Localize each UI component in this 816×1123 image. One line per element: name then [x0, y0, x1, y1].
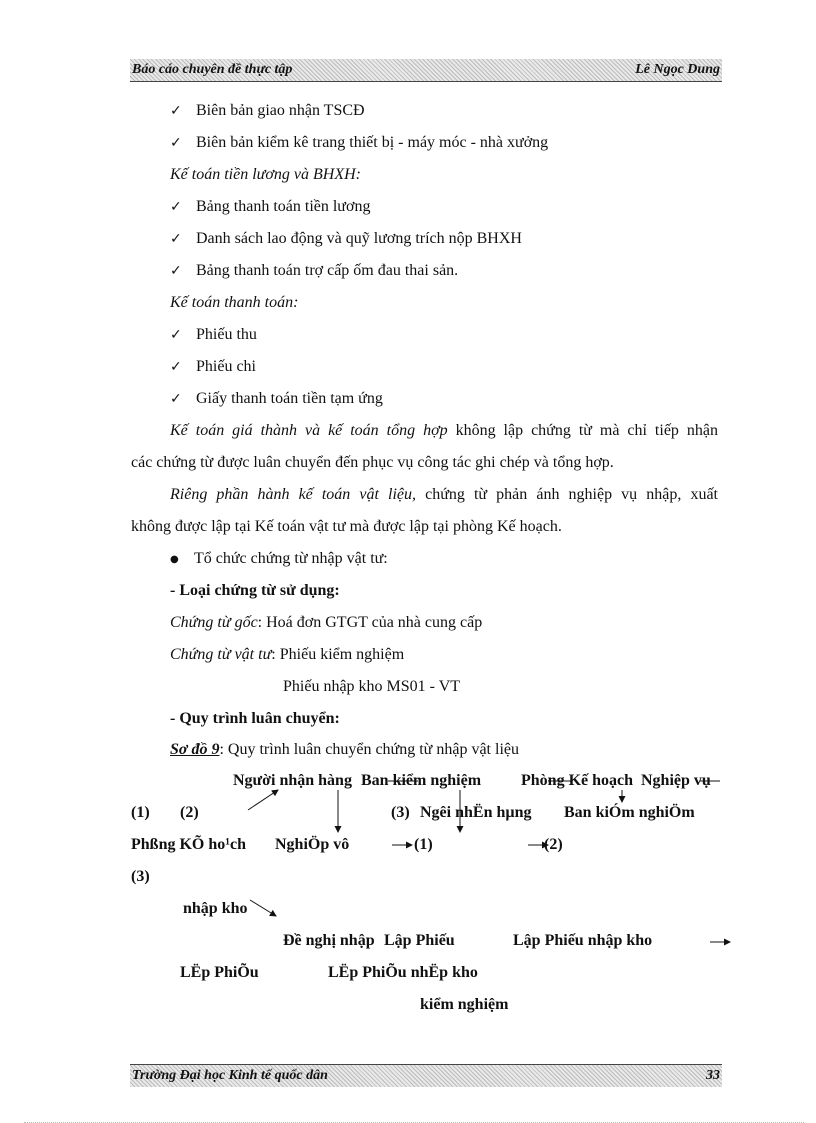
paragraph-line: không được lập tại Kế toán vật tư mà được lập tại phòng Kế hoạch.	[131, 518, 562, 535]
diagram-label: (1)	[131, 804, 150, 821]
footer-university: Trường Đại học Kinh tế quốc dân	[132, 1068, 328, 1083]
paragraph-line: các chứng từ được luân chuyển đến phục vụ công tác ghi chép và tổng hợp.	[131, 454, 614, 471]
page-footer	[130, 1064, 722, 1087]
document-type-label: Chứng từ gốc	[170, 614, 258, 631]
diagram-label: nhập kho	[183, 900, 248, 917]
diagram-label: Nghiệp vụ	[641, 772, 711, 789]
diagram-label: Ban kiểm nghiệm	[361, 772, 482, 789]
subheading: - Quy trình luân chuyển:	[170, 710, 340, 727]
document-type-value: : Hoá đơn GTGT của nhà cung cấp	[257, 614, 483, 631]
diagram-label: NghiÖp vô	[275, 836, 350, 853]
document-type-value: : Phiếu kiểm nghiệm	[271, 646, 405, 663]
diagram-label: Lập Phiếu nhập kho	[513, 932, 653, 949]
list-item: ✓ Danh sách lao động và quỹ lương trích nộp BHXH	[196, 229, 522, 249]
list-item: ✓ Phiếu thu	[196, 325, 257, 345]
section-label: Kế toán thanh toán:	[170, 294, 299, 311]
list-item: ✓ Biên bản kiểm kê trang thiết bị - máy móc - nhà xưởng	[196, 133, 548, 153]
page-number: 33	[706, 1068, 720, 1083]
paragraph-text: chứng từ phản ánh nghiệp vụ nhập, xuất	[416, 486, 718, 503]
document-type-value: Phiếu nhập kho MS01 - VT	[283, 678, 461, 695]
diagram-label: (2)	[180, 804, 199, 821]
diagram-label: LËp PhiÕu	[180, 964, 259, 981]
diagram-label: Người nhận hàng	[233, 772, 352, 789]
diagram-label: Lập Phiếu	[384, 932, 455, 949]
diagram-label: Đề nghị nhập	[283, 932, 375, 949]
arrow	[248, 790, 278, 810]
section-label: Kế toán tiền lương và BHXH:	[170, 166, 362, 183]
diagram-label: Ngêi nhËn hµng	[420, 804, 532, 821]
list-item: ✓ Giấy thanh toán tiền tạm ứng	[196, 389, 383, 409]
diagram-label: (2)	[544, 836, 563, 853]
paragraph-emphasis: Kế toán giá thành và kế toán tổng hợp	[170, 422, 448, 439]
bullet-item: ● Tổ chức chứng từ nhập vật tư:	[194, 549, 388, 569]
list-item: ✓ Bảng thanh toán tiền lương	[196, 197, 370, 217]
paragraph-emphasis: Riêng phần hành kế toán vật liệu,	[170, 486, 417, 503]
diagram-label: (3)	[131, 868, 150, 885]
arrow	[250, 900, 276, 916]
diagram-label: Phßng KÕ ho¹ch	[131, 836, 247, 853]
diagram-caption-label: Sơ đồ 9	[170, 741, 220, 758]
diagram-label: Ban kiÓm nghiÖm	[564, 804, 695, 821]
diagram-label: LËp PhiÕu nhËp kho	[328, 964, 478, 981]
diagram-label: (3)	[391, 804, 410, 821]
list-item: ✓ Bảng thanh toán trợ cấp ốm đau thai sản.	[196, 261, 458, 281]
diagram-caption-text: : Quy trình luân chuyển chứng từ nhập vật liệu	[219, 741, 519, 758]
subheading: - Loại chứng từ sử dụng:	[170, 582, 340, 599]
header-title: Báo cáo chuyên đề thực tập	[132, 62, 293, 77]
diagram-label: (1)	[414, 836, 433, 853]
diagram-label: Phòng Kế hoạch	[521, 772, 634, 789]
list-item: ✓ Phiếu chi	[196, 357, 256, 377]
list-item: ✓ Biên bản giao nhận TSCĐ	[196, 101, 365, 121]
header-author: Lê Ngọc Dung	[635, 62, 720, 77]
paragraph-text: không lập chứng từ mà chỉ tiếp nhận	[447, 422, 718, 439]
diagram-label: kiểm nghiệm	[420, 996, 509, 1013]
document-type-label: Chứng từ vật tư	[170, 646, 272, 663]
